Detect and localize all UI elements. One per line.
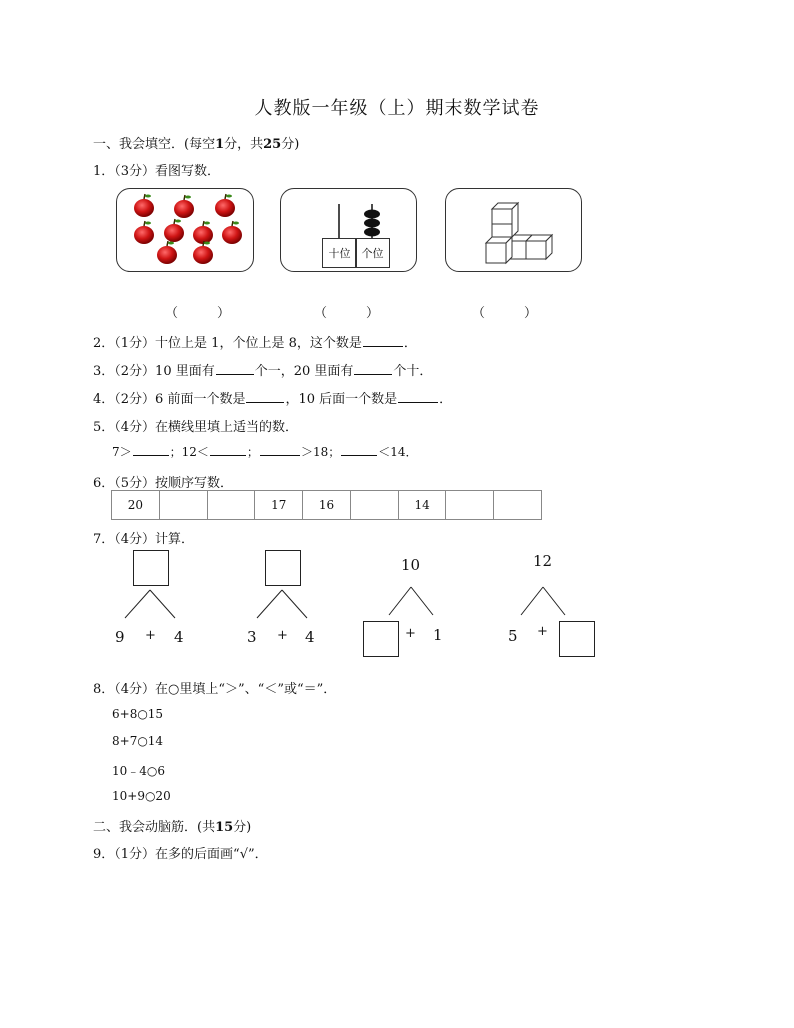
section-1-suffix: 分) (281, 137, 300, 152)
tree-1-answer-box[interactable] (133, 550, 169, 586)
apple-icon (222, 221, 242, 244)
apples-illustration (117, 189, 253, 271)
compare-item-2[interactable]: 8+7○14 (112, 734, 164, 748)
apple-icon (174, 195, 194, 218)
sequence-cell: 20 (112, 491, 160, 519)
sequence-cell[interactable] (160, 491, 208, 519)
sequence-cell[interactable] (208, 491, 256, 519)
tens-place-label: 十位 (322, 238, 357, 268)
section-1-score-per-blank: 1 (215, 137, 225, 152)
apple-icon (134, 221, 154, 244)
q3-part-b: 个一，20 里面有 (254, 364, 354, 379)
q5-part-2: ；12＜ (169, 445, 209, 459)
tree-2-branches (252, 588, 312, 620)
tree-4-top-number: 12 (533, 552, 553, 570)
cubes-picture (445, 188, 582, 272)
apple-icon (193, 221, 213, 244)
tree-3-right-number: 1 (433, 626, 443, 644)
tree-1-operator: + (145, 628, 156, 643)
tree-3-branches (386, 585, 436, 617)
q3-answer-blank-2[interactable] (354, 363, 392, 375)
sequence-cell[interactable] (494, 491, 541, 519)
ones-place-label: 个位 (355, 238, 390, 268)
apple-icon (215, 194, 235, 217)
page-title: 人教版一年级（上）期末数学试卷 (254, 98, 540, 119)
number-sequence-grid (111, 490, 542, 520)
q2-text: 2．（1分）十位上是 1，个位上是 8，这个数是 (93, 336, 362, 351)
q3-part-c: 个十． (393, 364, 433, 379)
q5-blank-2[interactable] (210, 448, 246, 456)
question-4 (93, 388, 452, 407)
apple-icon (157, 241, 177, 264)
tree-4-left-number: 5 (508, 627, 518, 645)
abacus-picture (280, 188, 417, 272)
compare-item-4[interactable]: 10+9○20 (112, 789, 171, 803)
q5-part-4: ＞18； (300, 445, 341, 459)
tree-1-branches (120, 588, 180, 620)
tree-3-top-number: 10 (401, 556, 421, 574)
apple-icon (193, 241, 213, 264)
question-6: 6．（5分）按顺序写数． (93, 476, 234, 491)
q1-answer-blank-2[interactable]: （ ） (314, 306, 380, 321)
q5-blank-3[interactable] (260, 448, 300, 456)
question-9: 9．（1分）在多的后面画“√”． (93, 847, 268, 862)
q5-blanks-row (112, 443, 418, 460)
q4-part-b: ，10 后面一个数是 (285, 392, 398, 407)
q5-blank-4[interactable] (341, 448, 377, 456)
tree-1-right-number: 4 (174, 628, 184, 646)
sequence-cell[interactable] (351, 491, 399, 519)
section-2-prefix: 二、我会动脑筋．(共 (93, 820, 216, 835)
section-2-suffix: 分) (233, 820, 252, 835)
section-2-heading (93, 816, 251, 835)
sequence-cell[interactable] (446, 491, 494, 519)
q1-answer-blank-1[interactable]: （ ） (165, 306, 231, 321)
tree-3-operator: + (405, 626, 416, 641)
question-8: 8．（4分）在○里填上“＞”、“＜”或“＝”． (93, 682, 337, 697)
tree-3-answer-box[interactable] (363, 621, 399, 657)
q4-answer-blank-2[interactable] (398, 391, 438, 403)
apples-picture (116, 188, 254, 272)
sequence-cell: 14 (399, 491, 447, 519)
compare-item-1[interactable]: 6+8○15 (112, 707, 164, 721)
question-7: 7．（4分）计算． (93, 532, 195, 547)
tree-2-operator: + (277, 628, 288, 643)
sequence-cell: 17 (255, 491, 303, 519)
tree-4-branches (518, 585, 568, 617)
apple-icon (134, 194, 154, 217)
apple-icon (164, 219, 184, 242)
tree-2-right-number: 4 (305, 628, 315, 646)
q1-answer-blank-3[interactable]: （ ） (472, 306, 538, 321)
tree-2-left-number: 3 (247, 628, 257, 646)
q5-part-3: ； (246, 445, 259, 459)
q5-blank-1[interactable] (133, 448, 169, 456)
compare-item-3[interactable]: 10﹣4○6 (112, 764, 166, 778)
cubes-illustration (446, 189, 581, 271)
q3-answer-blank-1[interactable] (216, 363, 254, 375)
q5-part-1: 7＞ (112, 445, 132, 459)
question-2 (93, 332, 417, 351)
q4-part-a: 4．（2分）6 前面一个数是 (93, 392, 246, 407)
tree-2-answer-box[interactable] (265, 550, 301, 586)
question-3 (93, 360, 432, 379)
section-2-total: 15 (215, 820, 234, 835)
section-1-total: 25 (263, 137, 282, 152)
question-5: 5．（4分）在横线里填上适当的数． (93, 420, 299, 435)
q4-answer-blank-1[interactable] (246, 391, 284, 403)
q5-part-5: ＜14． (378, 445, 418, 459)
tree-4-answer-box[interactable] (559, 621, 595, 657)
tree-4-operator: + (537, 624, 548, 639)
q2-end: ． (403, 336, 417, 351)
question-1 (93, 160, 220, 179)
q2-answer-blank[interactable] (363, 335, 403, 347)
q1-num: 1． (93, 164, 115, 179)
section-1-prefix: 一、我会填空．(每空 (93, 137, 216, 152)
tree-1-left-number: 9 (115, 628, 125, 646)
q4-part-c: ． (439, 392, 453, 407)
q1-text: （3分）看图写数． (114, 164, 221, 179)
q3-part-a: 3．（2分）10 里面有 (93, 364, 215, 379)
sequence-cell: 16 (303, 491, 351, 519)
section-1-heading (93, 133, 299, 152)
section-1-mid: 分，共 (224, 137, 264, 152)
